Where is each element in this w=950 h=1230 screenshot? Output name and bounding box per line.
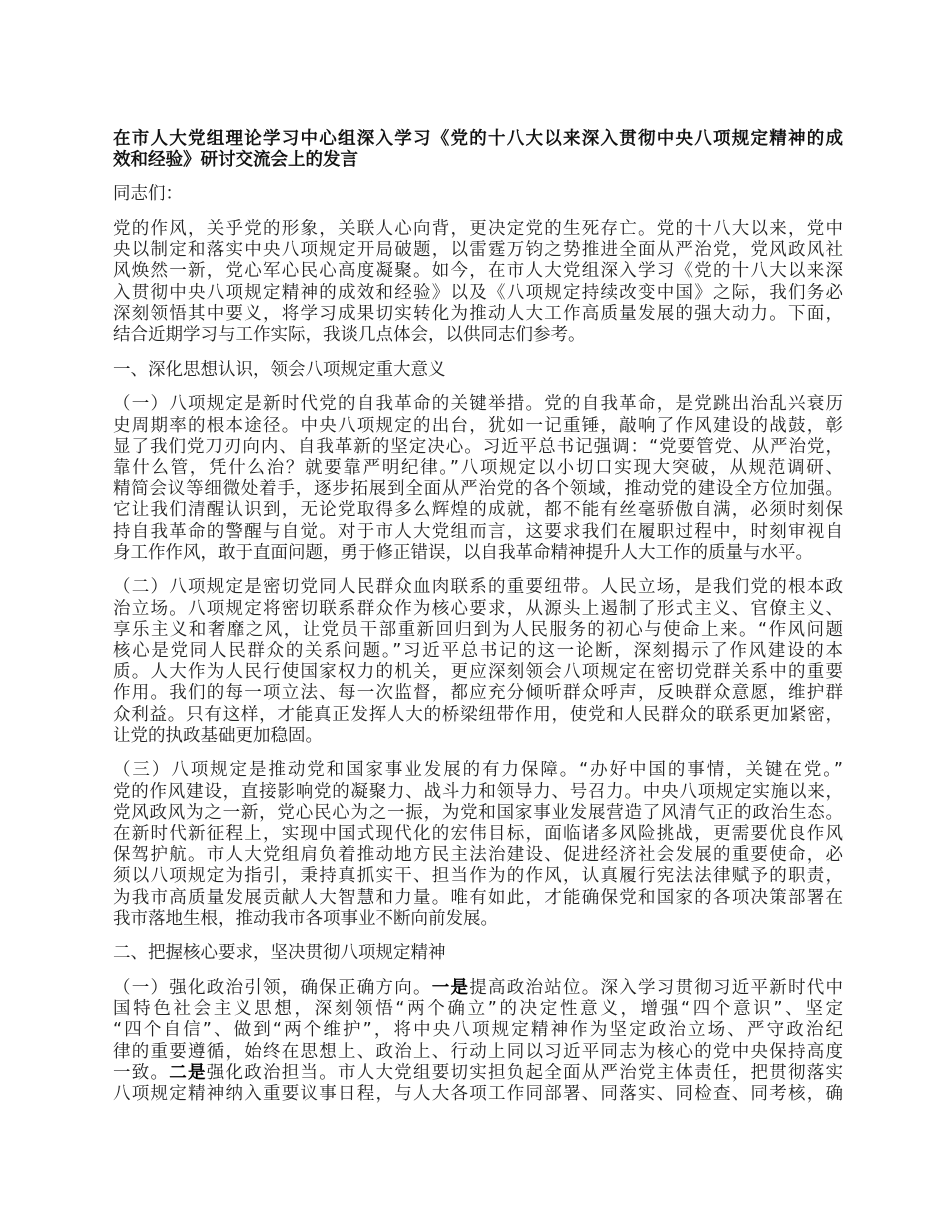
text-line	[113, 1063, 843, 1084]
document-page	[113, 128, 843, 1119]
text-line: 入贯彻中央八项规定精神的成效和经验》以及《八项规定持续改变中国》之际，我们务必	[113, 282, 843, 303]
text-segment: 强化政治担当。市人大党组要切实担负起全面从严治党主体责任，把贯彻落实	[206, 1062, 843, 1083]
salutation	[113, 184, 843, 205]
text-line: 党风政风为之一新，党心民心为之一振，为党和国家事业发展营造了风清气正的政治生态。	[113, 802, 843, 823]
bold-emphasis: 二是	[169, 1062, 207, 1083]
text-segment: （一）强化政治引领，确保正确方向。	[113, 978, 432, 999]
title-line: 在市人大党组理论学习中心组深入学习《党的十八大以来深入贯彻中央八项规定精神的成	[113, 129, 843, 149]
text-line: 持自我革命的警醒与自觉。对于市人大党组而言，这要求我们在履职过程中，时刻审视自	[113, 521, 843, 542]
text-line: 让党的执政基础更加稳固。	[113, 725, 323, 746]
paragraph	[113, 577, 843, 747]
document-title	[113, 128, 843, 170]
text-segment: 一致。	[113, 1062, 170, 1083]
paragraph	[113, 978, 843, 1105]
text-line	[113, 978, 843, 999]
text-line: 显了我们党刀刃向内、自我革新的坚定决心。习近平总书记强调：“党要管党、从严治党，	[113, 436, 843, 457]
section-heading	[113, 943, 843, 964]
text-line: 我市落地生根，推动我市各项事业不断向前发展。	[113, 908, 498, 929]
title-line: 效和经验》研讨交流会上的发言	[113, 150, 358, 171]
text-line: 须以八项规定为指引，秉持真抓实干、担当作为的作风，认真履行宪法法律赋予的职责，	[113, 866, 843, 887]
document-body	[113, 184, 843, 1105]
text-line: “四个自信”、做到“两个维护”，将中央八项规定精神作为坚定政治立场、严守政治纪	[113, 1020, 843, 1041]
text-line: 作用。我们的每一项立法、每一次监督，都应充分倾听群众呼声，反映群众意愿，维护群	[113, 683, 843, 704]
section-heading	[113, 360, 843, 381]
paragraph	[113, 760, 843, 930]
text-line: 党的作风，关乎党的形象，关联人心向背，更决定党的生死存亡。党的十八大以来，党中	[113, 219, 843, 240]
text-line: 核心是党同人民群众的关系问题。”习近平总书记的这一论断，深刻揭示了作风建设的本	[113, 640, 843, 661]
text-line: 深刻领悟其中要义，将学习成果切实转化为推动人大工作高质量发展的强大动力。下面，	[113, 303, 843, 324]
text-line: （三）八项规定是推动党和国家事业发展的有力保障。“办好中国的事情，关键在党。”	[113, 760, 843, 781]
text-line: 央以制定和落实中央八项规定开局破题，以雷霆万钧之势推进全面从严治党，党风政风社	[113, 240, 843, 261]
text-line: 结合近期学习与工作实际，我谈几点体会，以供同志们参考。	[113, 325, 586, 345]
text-line: 质。人大作为人民行使国家权力的机关，更应深刻领会八项规定在密切党群关系中的重要	[113, 662, 843, 683]
text-line: 八项规定精神纳入重要议事日程，与人大各项工作同部署、同落实、同检查、同考核，确	[113, 1084, 843, 1104]
text-segment: 提高政治站位。深入学习贯彻习近平新时代中	[469, 978, 843, 999]
text-line: 它让我们清醒认识到，无论党取得多么辉煌的成就，都不能有丝毫骄傲自满，必须时刻保	[113, 500, 843, 521]
text-line: 为我市高质量发展贡献人大智慧和力量。唯有如此，才能确保党和国家的各项决策部署在	[113, 887, 843, 908]
text-line: 一、深化思想认识，领会八项规定重大意义	[113, 359, 446, 380]
text-line: 律的重要遵循，始终在思想上、政治上、行动上同以习近平同志为核心的党中央保持高度	[113, 1041, 843, 1062]
text-line: 史周期率的根本途径。中央八项规定的出台，犹如一记重锤，敲响了作风建设的战鼓，彰	[113, 415, 843, 436]
text-line: 精简会议等细微处着手，逐步拓展到全面从严治党的各个领域，推动党的建设全方位加强。	[113, 479, 843, 500]
text-line: （一）八项规定是新时代党的自我革命的关键举措。党的自我革命，是党跳出治乱兴衰历	[113, 394, 843, 415]
text-line: 风焕然一新，党心军心民心高度凝聚。如今，在市人大党组深入学习《党的十八大以来深	[113, 261, 843, 282]
text-line: 享乐主义和奢靡之风，让党员干部重新回归到为人民服务的初心与使命上来。“作风问题	[113, 619, 843, 640]
bold-emphasis: 一是	[431, 978, 470, 999]
text-line: 身工作作风，敢于直面问题，勇于修正错误，以自我革命精神提升人大工作的质量与水平。	[113, 542, 813, 563]
text-line: 国特色社会主义思想，深刻领悟“两个确立”的决定性意义，增强“四个意识”、坚定	[113, 999, 843, 1020]
paragraph	[113, 219, 843, 346]
text-line: 同志们：	[113, 184, 183, 205]
text-line: 靠什么管，凭什么治？就要靠严明纪律。”八项规定以小切口实现大突破，从规范调研、	[113, 457, 843, 478]
text-line: （二）八项规定是密切党同人民群众血肉联系的重要纽带。人民立场，是我们党的根本政	[113, 577, 843, 598]
text-line: 在新时代新征程上，实现中国式现代化的宏伟目标，面临诸多风险挑战，更需要优良作风	[113, 823, 843, 844]
text-line: 治立场。八项规定将密切联系群众作为核心要求，从源头上遏制了形式主义、官僚主义、	[113, 598, 843, 619]
text-line: 二、把握核心要求，坚决贯彻八项规定精神	[113, 943, 446, 964]
paragraph	[113, 394, 843, 564]
text-line: 保驾护航。市人大党组肩负着推动地方民主法治建设、促进经济社会发展的重要使命，必	[113, 845, 843, 866]
text-line: 众利益。只有这样，才能真正发挥人大的桥梁纽带作用，使党和人民群众的联系更加紧密，	[113, 704, 843, 725]
text-line: 党的作风建设，直接影响党的凝聚力、战斗力和领导力、号召力。中央八项规定实施以来，	[113, 781, 843, 802]
